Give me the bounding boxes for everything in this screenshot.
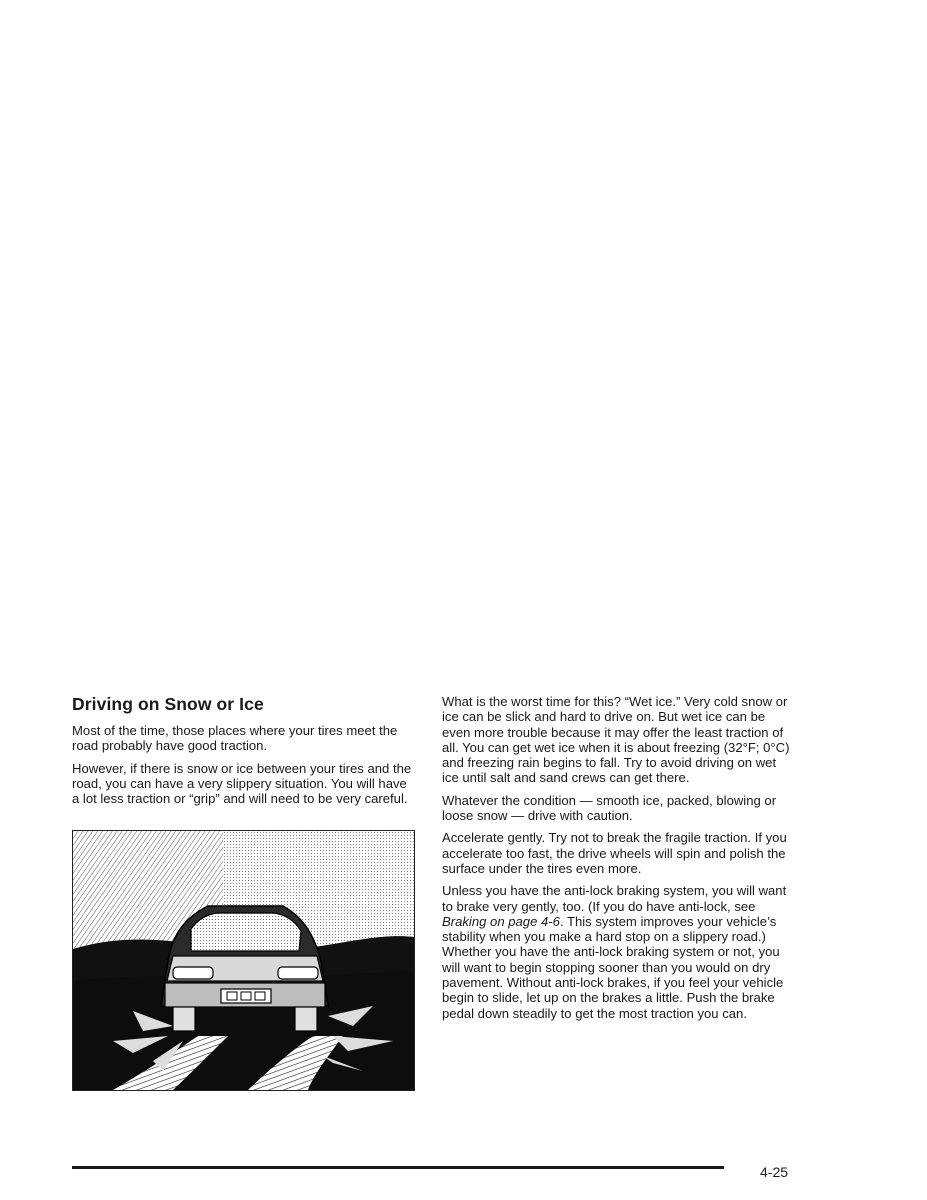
- paragraph-accelerate: Accelerate gently. Try not to break the fragile traction. If you accelerate too fast, the drive wheels will spin and polish the surface under the tires even more.: [442, 830, 787, 876]
- car-on-ice-illustration: [72, 830, 415, 1091]
- braking-page-reference[interactable]: Braking on page 4-6: [442, 913, 560, 929]
- page-number: 4-25: [760, 1164, 789, 1180]
- right-column: [442, 694, 792, 1028]
- footer-rule: [72, 1166, 724, 1169]
- paragraph-braking: [442, 883, 792, 1021]
- braking-text-start: Unless you have the anti-lock braking system, you will want to brake very gently, too. (If you do have anti-lock, see: [442, 883, 787, 914]
- paragraph-slippery: However, if there is snow or ice between your tires and the road, you can have a very slippery situation. You will have a lot less traction or “grip” and will need to be very careful.: [72, 760, 412, 807]
- paragraph-traction: Most of the time, those places where your tires meet the road probably have good traction.: [72, 723, 398, 754]
- section-heading: Driving on Snow or Ice: [72, 694, 264, 714]
- paragraph-condition: Whatever the condition — smooth ice, packed, blowing or loose snow — drive with caution.: [442, 792, 777, 824]
- paragraph-wet-ice: What is the worst time for this? “Wet ice.” Very cold snow or ice can be slick and hard to drive on. But wet ice can be even more trouble because it may offer the least traction of all. You can get wet ice when it is about freezing (32°F; 0°C) and freezing rain begins to fall. Try to avoid driving on wet ice until salt and sand crews can get there.: [442, 694, 790, 786]
- left-column: [72, 694, 412, 813]
- braking-text-end: . This system improves your vehicle’s stability when you make a hard stop on a slippery road.) Whether you have the anti-lock braking system or not, you will want to begin stopping sooner than you would on dry pavement. Without anti-lock brakes, if you feel your vehicle begin to slide, let up on the brakes a little. Push the brake pedal down steadily to get the most traction you can.: [442, 913, 784, 1021]
